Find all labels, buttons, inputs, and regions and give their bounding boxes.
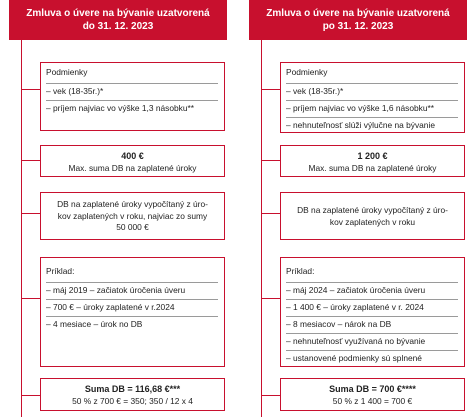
max-sum-label: Max. suma DB na zaplatené úroky xyxy=(68,162,197,173)
condition-item: – vek (18-35r.)* xyxy=(286,83,458,99)
example-item: – máj 2019 – začiatok úročenia úveru xyxy=(46,282,218,298)
result-calculation: 50 % z 1 400 = 700 € xyxy=(332,395,413,406)
example-title: Príklad: xyxy=(286,266,315,276)
condition-item: – vek (18-35r.)* xyxy=(46,83,218,99)
right-connector-line xyxy=(261,40,262,417)
connector-hook xyxy=(261,395,280,396)
result-calculation: 50 % z 700 € = 350; 350 / 12 x 4 xyxy=(72,395,193,406)
left-description-box xyxy=(40,192,225,240)
left-column xyxy=(9,0,227,417)
result-value: Suma DB = 700 €**** xyxy=(329,384,416,394)
example-item: – 8 mesiacov – nárok na DB xyxy=(286,316,458,332)
connector-hook xyxy=(21,395,40,396)
max-sum-label: Max. suma DB na zaplatené úroky xyxy=(308,162,437,173)
example-item: – 4 mesiace – úrok no DB xyxy=(46,316,218,332)
connector-hook xyxy=(261,213,280,214)
right-header xyxy=(249,0,467,40)
example-item: – nehnuteľnosť využívaná no bývanie xyxy=(286,333,458,349)
description-line: kov zaplatených v roku xyxy=(329,216,416,227)
result-value: Suma DB = 116,68 €*** xyxy=(84,384,181,394)
left-example-box xyxy=(40,257,225,367)
condition-item: – nehnuteľnosť slúži výlučne na bývanie xyxy=(286,117,458,133)
example-item: – máj 2024 – začiatok úročenia úveru xyxy=(286,282,458,298)
connector-hook xyxy=(21,89,40,90)
right-description-box xyxy=(280,192,465,240)
connector-hook xyxy=(21,213,40,214)
description-line: 50 000 € xyxy=(116,222,149,232)
right-result-box xyxy=(280,378,465,411)
connector-hook xyxy=(261,298,280,299)
max-sum-value: 400 € xyxy=(121,151,144,161)
max-sum-value: 1 200 € xyxy=(357,151,388,161)
connector-hook xyxy=(261,160,280,161)
example-item: – 700 € – úroky zaplatené v r.2024 xyxy=(46,299,218,315)
right-conditions-box xyxy=(280,62,465,133)
connector-hook xyxy=(21,298,40,299)
left-header-line-1: Zmluva o úvere na bývanie uzatvorená xyxy=(26,8,210,19)
right-column xyxy=(249,0,467,417)
example-title: Príklad: xyxy=(46,266,75,276)
conditions-title: Podmienky xyxy=(286,67,328,77)
description-line: DB na zaplatené úroky vypočítaný z úro- xyxy=(57,199,208,209)
description-line: kov zaplatených v roku, najviac zo sumy xyxy=(57,210,208,221)
left-header-line-2: do 31. 12. 2023 xyxy=(82,21,154,32)
conditions-title: Podmienky xyxy=(46,67,88,77)
right-max-sum-box xyxy=(280,145,465,177)
right-header-line-1: Zmluva o úvere na bývanie uzatvorená xyxy=(266,8,450,19)
connector-hook xyxy=(261,89,280,90)
left-header xyxy=(9,0,227,40)
left-connector-line xyxy=(21,40,22,417)
example-item: – ustanovené podmienky sú splnené xyxy=(286,350,458,366)
condition-item: – príjem najviac vo výške 1,3 násobku** xyxy=(46,100,218,116)
example-item: – 1 400 € – úroky zaplatené v r. 2024 xyxy=(286,299,458,315)
condition-item: – príjem najviac vo výške 1,6 násobku** xyxy=(286,100,458,116)
left-conditions-box xyxy=(40,62,225,131)
connector-hook xyxy=(21,160,40,161)
right-header-line-2: po 31. 12. 2023 xyxy=(322,21,394,32)
description-line: DB na zaplatené úroky vypočítaný z úro- xyxy=(297,205,448,215)
right-example-box xyxy=(280,257,465,367)
left-result-box xyxy=(40,378,225,411)
left-max-sum-box xyxy=(40,145,225,177)
